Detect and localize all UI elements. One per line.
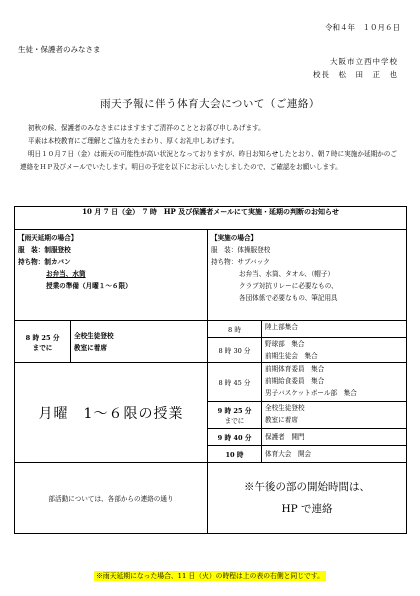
go-time: 9 時 40 分	[208, 429, 262, 446]
table-heading: 10 月 7 日（金） 7 時 HP 及び保護者メールにて実施・延期の判断のお知らせ	[15, 207, 407, 230]
event-label: 野球部 集合	[265, 340, 305, 348]
rain-main-class: 月曜 1～６限の授業	[15, 363, 208, 463]
rain-clothing: 服 装：制服登校	[18, 246, 71, 254]
go-time: 10 時	[208, 446, 262, 463]
time-label: までに	[32, 343, 53, 352]
event-label: 全校生徒登校	[74, 331, 114, 340]
event-label: 全校生徒登校	[265, 404, 305, 412]
school-name: 大阪市立西中学校	[330, 57, 398, 66]
principal-name: 校長 松 田 正 也	[313, 70, 398, 79]
body-paragraph: 初秋の候、保護者のみなさまにはますますご清祥のこととお喜び申しあげます。	[27, 124, 265, 132]
go-item: 各団体係で必要なもの、筆記用具	[239, 294, 338, 302]
go-event: 陸上部集合	[262, 321, 407, 338]
page-title: 雨天予報に伴う体育大会について（ご連絡）	[100, 98, 320, 110]
body-paragraph: 明日１０月７日（金）は雨天の可能性が高い状況となっておりますが、昨日お知らせしたとおり、朝７時に実施か延期かのご連絡をＨＰ及びメールでいたします。明日の予定を以下にお示しいたしましたので、ご確認をお願いします。	[20, 150, 397, 171]
go-time: 8 時 30 分	[208, 338, 262, 363]
time-label: 9 時 25 分	[217, 407, 252, 415]
footer-highlight: ※雨天延期になった場合、11 日（火）の時程は上の表の右側と同じです。	[96, 572, 324, 580]
go-items-label: 持ち物：	[211, 258, 238, 266]
event-label: 前期体育委員 集合	[265, 365, 325, 373]
go-time: 8 時	[208, 321, 262, 338]
event-label: 教室に着席	[74, 343, 107, 352]
rain-plan-box	[15, 230, 208, 321]
go-plan-box	[208, 230, 407, 321]
go-item: お弁当、水筒、タオル、（帽子）	[239, 270, 335, 278]
letter-body	[20, 122, 402, 174]
go-item: クラブ対抗リレーに必要なもの、	[239, 282, 338, 290]
footer-note	[0, 570, 420, 580]
letter-date: 令和４年 １０月６日	[325, 23, 400, 32]
go-event-group	[262, 338, 407, 363]
afternoon-note	[208, 463, 407, 534]
go-plan-title: 【実施の場合】	[211, 234, 258, 242]
go-event: 体育大会 開会	[262, 446, 407, 463]
rain-item: お弁当、水筒	[46, 270, 86, 278]
rain-plan-title: 【雨天延期の場合】	[18, 234, 78, 242]
event-label: 前期給食委員 集合	[265, 377, 325, 385]
note-line: ※午後の部の開始時間は、	[244, 481, 370, 493]
time-label: までに	[224, 417, 245, 425]
event-label: 男子バスケットボール部 集合	[265, 389, 357, 397]
go-event-group	[262, 363, 407, 402]
addressee: 生徒・保護者のみなさま	[18, 45, 101, 54]
time-label: 8 時 25 分	[25, 333, 60, 342]
rain-club-note: 部活動については、各部からの連絡の通り	[15, 463, 208, 534]
go-clothing: 服 装：体操服登校	[211, 246, 271, 254]
go-event: 保護者 開門	[262, 429, 407, 446]
schedule-table	[14, 206, 407, 534]
body-paragraph: 平素は本校教育にご理解とご協力をたまわり、厚くお礼申しあげます。	[27, 137, 239, 145]
go-item: サブバック	[237, 258, 270, 266]
note-line: HP で連絡	[281, 503, 333, 515]
rain-item: 制カバン	[44, 258, 71, 266]
rain-arrival-time	[15, 321, 71, 363]
go-event-group	[262, 402, 407, 429]
event-label: 教室に着席	[265, 416, 298, 424]
go-time: 8 時 45 分	[208, 363, 262, 402]
rain-arrival-events	[71, 321, 208, 363]
rain-item: 授業の準備（月曜１～６限）	[46, 282, 132, 290]
go-time	[208, 402, 262, 429]
event-label: 前期生徒会 集合	[265, 352, 318, 360]
rain-items-label: 持ち物：	[18, 258, 45, 266]
